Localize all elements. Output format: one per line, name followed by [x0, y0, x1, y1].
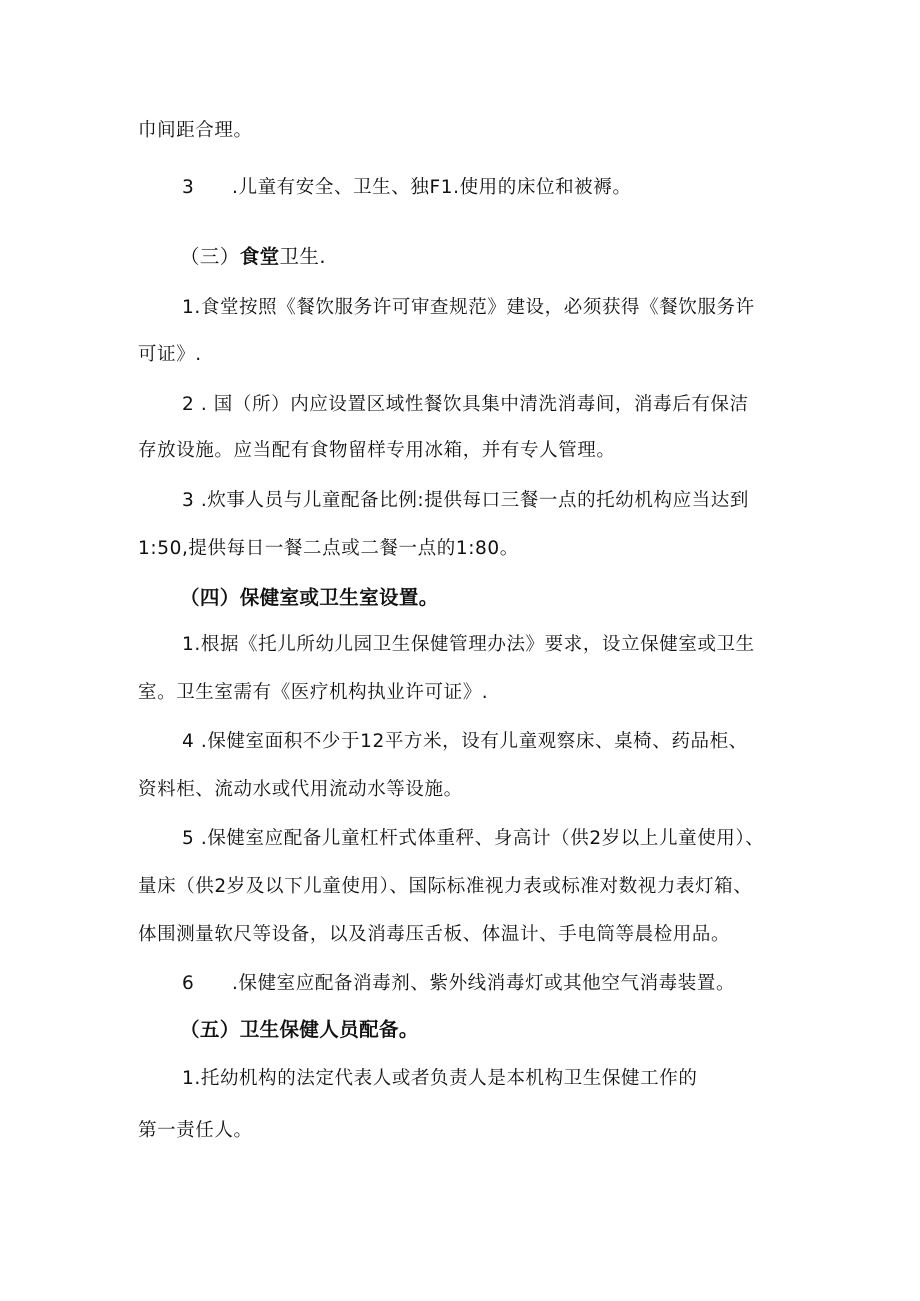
- heading-bold-text: 食堂: [239, 245, 280, 268]
- list-item-6-disinfection: [182, 971, 735, 997]
- text-line: 体围测量软尺等设备，以及消毒压舌板、体温计、手电筒等晨检用品。: [138, 924, 731, 945]
- list-item-3-bed: [182, 175, 631, 201]
- text-line: 存放设施。应当配有食物留样专用冰箱，并有专人管理。: [138, 440, 616, 461]
- text-line: 第一责任人。: [138, 1120, 253, 1141]
- text-line: 资料柜、流动水或代用流动水等设施。: [138, 779, 463, 800]
- item-number: 6: [182, 973, 195, 994]
- text-line: 可证》.: [138, 344, 202, 365]
- heading-text: 卫生.: [279, 245, 326, 268]
- section-heading-health-room: （四）保健室或卫生室设置。: [180, 586, 439, 609]
- text-line: 2 . 国（所）内应设置区域性餐饮具集中清洗消毒间，消毒后有保洁: [182, 394, 749, 415]
- item-text: .儿童有安全、卫生、独F1.使用的床位和被褥。: [232, 177, 632, 198]
- item-text: .保健室应配备消毒剂、紫外线消毒灯或其他空气消毒装置。: [232, 973, 736, 994]
- text-line: 量床（供2岁及以下儿童使用）、国际标准视力表或标准对数视力表灯箱、: [138, 876, 753, 897]
- section-heading-staffing: （五）卫生保健人员配备。: [180, 1018, 419, 1041]
- text-line: 室。卫生室需有《医疗机构执业许可证》.: [138, 682, 489, 703]
- text-line: 1.食堂按照《餐饮服务许可审查规范》建设，必须获得《餐饮服务许: [182, 297, 755, 318]
- text-line: 1.根据《托儿所幼儿园卫生保健管理办法》要求，设立保健室或卫生: [182, 634, 755, 655]
- item-number: 3: [182, 177, 195, 198]
- text-line: 4 .保健室面积不少于12平方米，设有儿童观察床、桌椅、药品柜、: [182, 731, 748, 752]
- text-line: 1.托幼机构的法定代表人或者负责人是本机构卫生保健工作的: [182, 1068, 698, 1089]
- heading-number: （三）: [180, 245, 240, 268]
- text-line: 3 .炊事人员与儿童配备比例:提供每口三餐一点的托幼机构应当达到: [182, 490, 749, 511]
- text-line: 1:50,提供每日一餐二点或二餐一点的1:80。: [138, 538, 519, 559]
- text-line: 5 .保健室应配备儿童杠杆式体重秤、身高计（供2岁以上儿童使用）、: [182, 828, 765, 849]
- section-heading-canteen: [180, 244, 326, 270]
- text-line: 巾间距合理。: [138, 120, 253, 141]
